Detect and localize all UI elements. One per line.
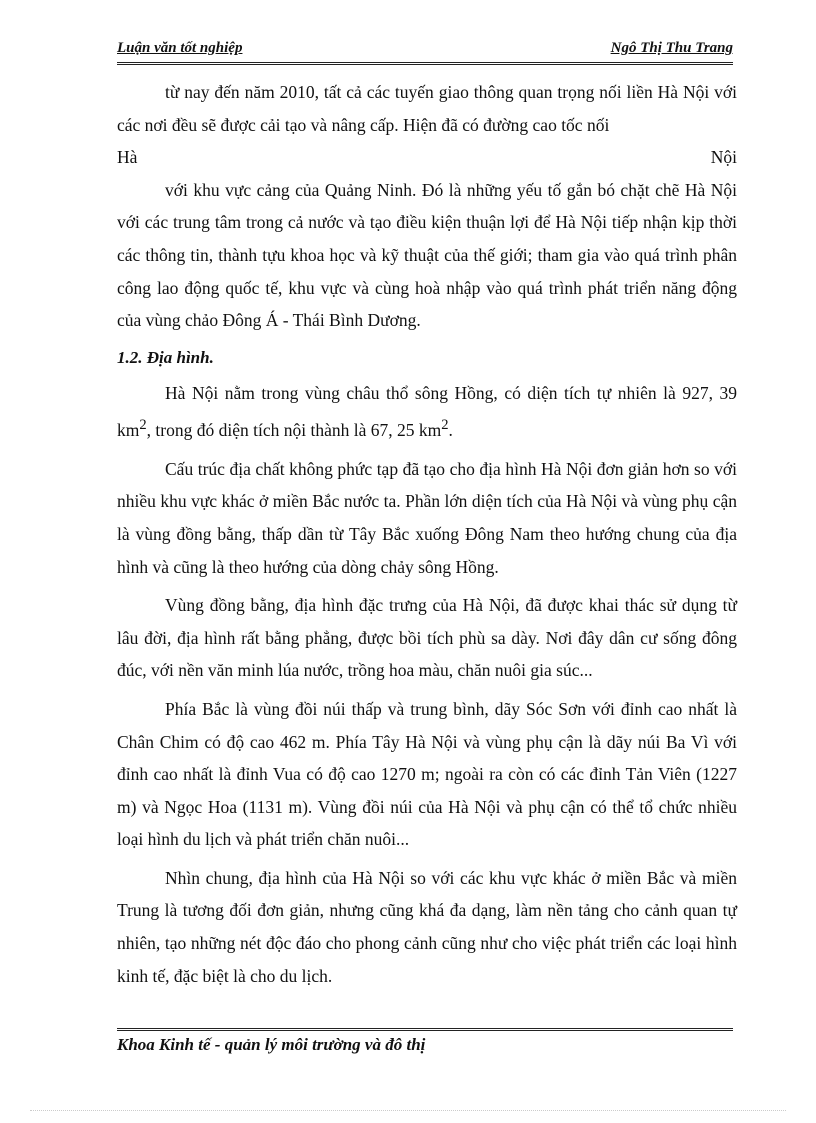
paragraph-transport: từ nay đến năm 2010, tất cả các tuyến giao thông quan trọng nối liền Hà Nội với các nơi đều sẽ được cải tạo và nâng cấp. Hiện đã có đường cao tốc nối xyxy=(117,82,737,135)
superscript-squared: 2 xyxy=(139,417,147,434)
paragraph-area xyxy=(117,377,737,447)
document-body xyxy=(117,76,737,998)
superscript-squared-2: 2 xyxy=(441,417,449,434)
page-header xyxy=(117,38,733,65)
area-text-end: . xyxy=(448,420,453,441)
header-thesis-label: Luận văn tốt nghiệp xyxy=(117,40,243,56)
section-heading: 1.2. Địa hình. xyxy=(117,347,214,367)
footer-rule xyxy=(117,1028,733,1031)
paragraph-plains: Vùng đồng bằng, địa hình đặc trưng của Hà Nội, đã được khai thác sử dụng từ lâu đời, địa hình rất bằng phẳng, được bồi tích phù sa dày. Nơi đây dân cư sống đông đúc, với nền văn minh lúa nước, trồng hoa màu, chăn nuôi gia súc... xyxy=(117,595,737,681)
area-text-mid: , trong đó diện tích nội thành là 67, 25 km xyxy=(146,420,442,441)
footer-faculty-name: Khoa Kinh tế - quản lý môi trường và đô thị xyxy=(117,1035,426,1054)
split-word-right: Nội xyxy=(710,147,737,168)
page-bottom-border xyxy=(30,1110,786,1111)
paragraph-geology: Cấu trúc địa chất không phức tạp đã tạo cho địa hình Hà Nội đơn giản hơn so với nhiều khu vực khác ở miền Bắc nước ta. Phần lớn diện tích của Hà Nội và vùng phụ cận là vùng đồng bằng, thấp dần từ Tây Bắc xuống Đông Nam theo hướng chung của địa hình và cũng là theo hướng của dòng chảy sông Hồng. xyxy=(117,458,737,577)
area-text-start: Hà Nội nằm trong vùng châu thổ sông Hồng, có diện tích tự nhiên là 927, 39 km xyxy=(117,382,737,441)
header-author-name: Ngô Thị Thu Trang xyxy=(610,40,733,56)
paragraph-mountains: Phía Bắc là vùng đồi núi thấp và trung bình, dãy Sóc Sơn với đỉnh cao nhất là Chân Chim có độ cao 462 m. Phía Tây Hà Nội và vùng phụ cận là dãy núi Ba Vì với đỉnh cao nhất là đỉnh Vua có độ cao 1270 m; ngoài ra còn có các đỉnh Tản Viên (1227 m) và Ngọc Hoa (1131 m). Vùng đồi núi của Hà Nội và phụ cận có thể tổ chức nhiều loại hình du lịch và phát triển chăn nuôi... xyxy=(117,698,737,850)
paragraph-summary: Nhìn chung, địa hình của Hà Nội so với các khu vực khác ở miền Bắc và miền Trung là tương đối đơn giản, nhưng cũng khá đa dạng, làm nền tảng cho cảnh quan tự nhiên, tạo những nét độc đáo cho phong cảnh cũng như cho việc phát triển các loại hình kinh tế, đặc biệt là cho du lịch. xyxy=(117,867,737,986)
justified-break-line xyxy=(117,141,737,174)
split-word-left: Hà xyxy=(117,147,138,168)
page-footer xyxy=(117,1028,733,1055)
paragraph-integration: với khu vực cảng của Quảng Ninh. Đó là những yếu tố gắn bó chặt chẽ Hà Nội với các trung tâm trong cả nước và tạo điều kiện thuận lợi để Hà Nội tiếp nhận kịp thời các thông tin, thành tựu khoa học và kỹ thuật của thế giới; tham gia vào quá trình phân công lao động quốc tế, khu vực và cùng hoà nhập vào quá trình phát triển năng động của vùng chảo Đông Á - Thái Bình Dương. xyxy=(117,179,737,331)
